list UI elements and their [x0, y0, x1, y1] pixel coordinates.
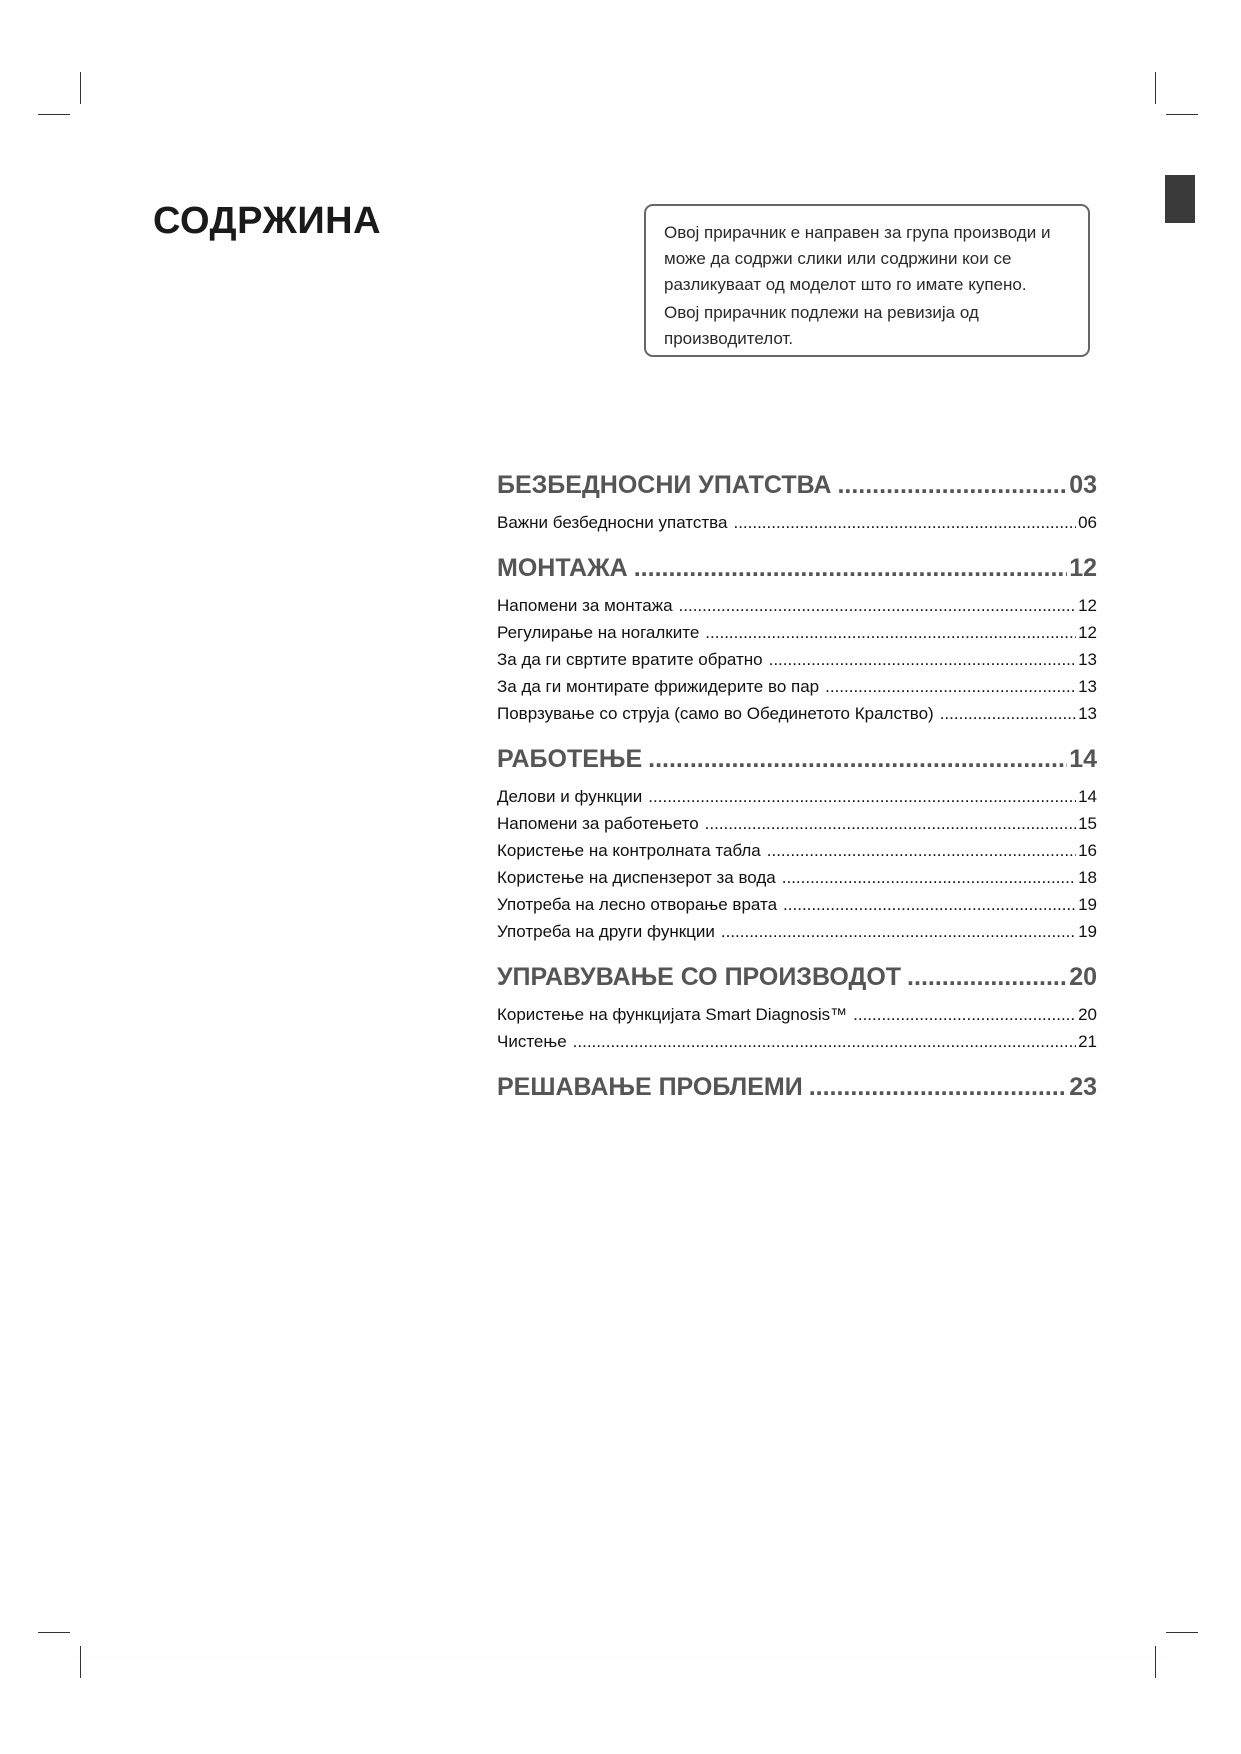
toc-heading-page: 23 — [1069, 1073, 1097, 1101]
toc-item-page: 19 — [1078, 895, 1097, 914]
toc-leader — [648, 739, 1067, 779]
toc-item-page: 13 — [1078, 704, 1097, 723]
toc-leader — [907, 957, 1067, 997]
toc-leader — [769, 646, 1076, 673]
crop-mark-top-right-h — [1166, 114, 1198, 115]
toc-item[interactable] — [497, 783, 1097, 810]
toc-leader — [767, 837, 1076, 864]
chapter-tab-marker — [1165, 175, 1195, 223]
toc-item-label: Чистење — [497, 1032, 567, 1051]
toc-item-page: 18 — [1078, 868, 1097, 887]
toc-item-page: 19 — [1078, 922, 1097, 941]
toc-leader — [705, 810, 1076, 837]
toc-leader — [783, 891, 1076, 918]
toc-heading-label: БЕЗБЕДНОСНИ УПАТСТВА — [497, 471, 832, 499]
toc-item-page: 21 — [1078, 1032, 1097, 1051]
toc-item-label: Напомени за работењето — [497, 814, 699, 833]
crop-mark-bottom-left-v — [80, 1646, 81, 1678]
toc-item[interactable] — [497, 646, 1097, 673]
toc-item[interactable] — [497, 810, 1097, 837]
toc-section-installation — [497, 548, 1097, 727]
toc-item[interactable] — [497, 918, 1097, 945]
toc-heading-label: УПРАВУВАЊЕ СО ПРОИЗВОДОТ — [497, 963, 902, 991]
toc-heading-page: 03 — [1069, 471, 1097, 499]
toc-item-page: 06 — [1078, 513, 1097, 532]
toc-item-label: Регулирање на ногалките — [497, 623, 700, 642]
toc-section-safety — [497, 465, 1097, 536]
toc-item[interactable] — [497, 837, 1097, 864]
toc-item[interactable] — [497, 673, 1097, 700]
toc-item-page: 12 — [1078, 623, 1097, 642]
toc-leader — [705, 619, 1076, 646]
toc-item[interactable] — [497, 1001, 1097, 1028]
toc-leader — [733, 509, 1076, 536]
toc-item[interactable] — [497, 700, 1097, 727]
toc-item[interactable] — [497, 509, 1097, 536]
toc-heading[interactable] — [497, 465, 1097, 505]
toc-leader — [648, 783, 1076, 810]
toc-item-page: 15 — [1078, 814, 1097, 833]
toc-item-label: За да ги монтирате фрижидерите во пар — [497, 677, 820, 696]
toc-leader — [721, 918, 1076, 945]
toc-item-page: 12 — [1078, 596, 1097, 615]
toc-heading-label: РАБОТЕЊЕ — [497, 745, 643, 773]
toc-leader — [809, 1067, 1067, 1107]
toc-item-page: 13 — [1078, 650, 1097, 669]
toc-heading-page: 14 — [1069, 745, 1097, 773]
toc-leader — [634, 548, 1067, 588]
toc-item-label: Поврзување со струја (само во Обединетото Кралство) — [497, 704, 934, 723]
toc-leader — [679, 592, 1077, 619]
toc-item[interactable] — [497, 619, 1097, 646]
toc-heading[interactable] — [497, 548, 1097, 588]
toc-heading-page: 12 — [1069, 554, 1097, 582]
toc-item-label: Важни безбедносни упатства — [497, 513, 728, 532]
crop-mark-top-left-h — [38, 114, 70, 115]
notice-paragraph: Овој прирачник е направен за група производи и може да содржи слики или содржини кои се разликуваат од моделот што го имате купено. — [664, 223, 1051, 294]
toc-leader — [782, 864, 1076, 891]
toc-leader — [825, 673, 1076, 700]
toc-item[interactable] — [497, 1028, 1097, 1055]
toc-item-label: Употреба на други функции — [497, 922, 715, 941]
toc-heading-label: МОНТАЖА — [497, 554, 628, 582]
toc-leader — [837, 465, 1067, 505]
toc-item-page: 20 — [1078, 1005, 1097, 1024]
notice-paragraph: Овој прирачник подлежи на ревизија од производителот. — [664, 303, 979, 348]
toc-section-troubleshooting — [497, 1067, 1097, 1107]
toc-section-operation — [497, 739, 1097, 945]
crop-mark-top-left-v — [80, 72, 81, 104]
toc-item-label: Напомени за монтажа — [497, 596, 673, 615]
crop-mark-bottom-left-h — [38, 1632, 70, 1633]
page-title: СОДРЖИНА — [153, 200, 382, 242]
crop-mark-bottom-right-v — [1155, 1646, 1156, 1678]
toc-leader — [853, 1001, 1076, 1028]
toc-item-label: Употреба на лесно отворање врата — [497, 895, 778, 914]
toc-item-label: Делови и функции — [497, 787, 643, 806]
toc-heading[interactable] — [497, 1067, 1097, 1107]
toc-leader — [573, 1028, 1076, 1055]
toc-item[interactable] — [497, 891, 1097, 918]
toc-item-label: За да ги свртите вратите обратно — [497, 650, 763, 669]
toc-item[interactable] — [497, 864, 1097, 891]
toc-heading[interactable] — [497, 739, 1097, 779]
toc-item-label: Користење на функцијата Smart Diagnosis™ — [497, 1005, 848, 1024]
toc-section-maintenance — [497, 957, 1097, 1055]
toc-item-page: 14 — [1078, 787, 1097, 806]
toc-heading[interactable] — [497, 957, 1097, 997]
toc-item-page: 16 — [1078, 841, 1097, 860]
notice-box — [644, 204, 1090, 357]
toc-item[interactable] — [497, 592, 1097, 619]
table-of-contents — [497, 465, 1097, 1119]
toc-item-label: Користење на контролната табла — [497, 841, 761, 860]
toc-heading-page: 20 — [1069, 963, 1097, 991]
toc-leader — [940, 700, 1076, 727]
toc-item-page: 13 — [1078, 677, 1097, 696]
toc-item-label: Користење на диспензерот за вода — [497, 868, 776, 887]
crop-mark-top-right-v — [1155, 72, 1156, 104]
crop-mark-bottom-right-h — [1166, 1632, 1198, 1633]
toc-heading-label: РЕШАВАЊЕ ПРОБЛЕМИ — [497, 1073, 803, 1101]
